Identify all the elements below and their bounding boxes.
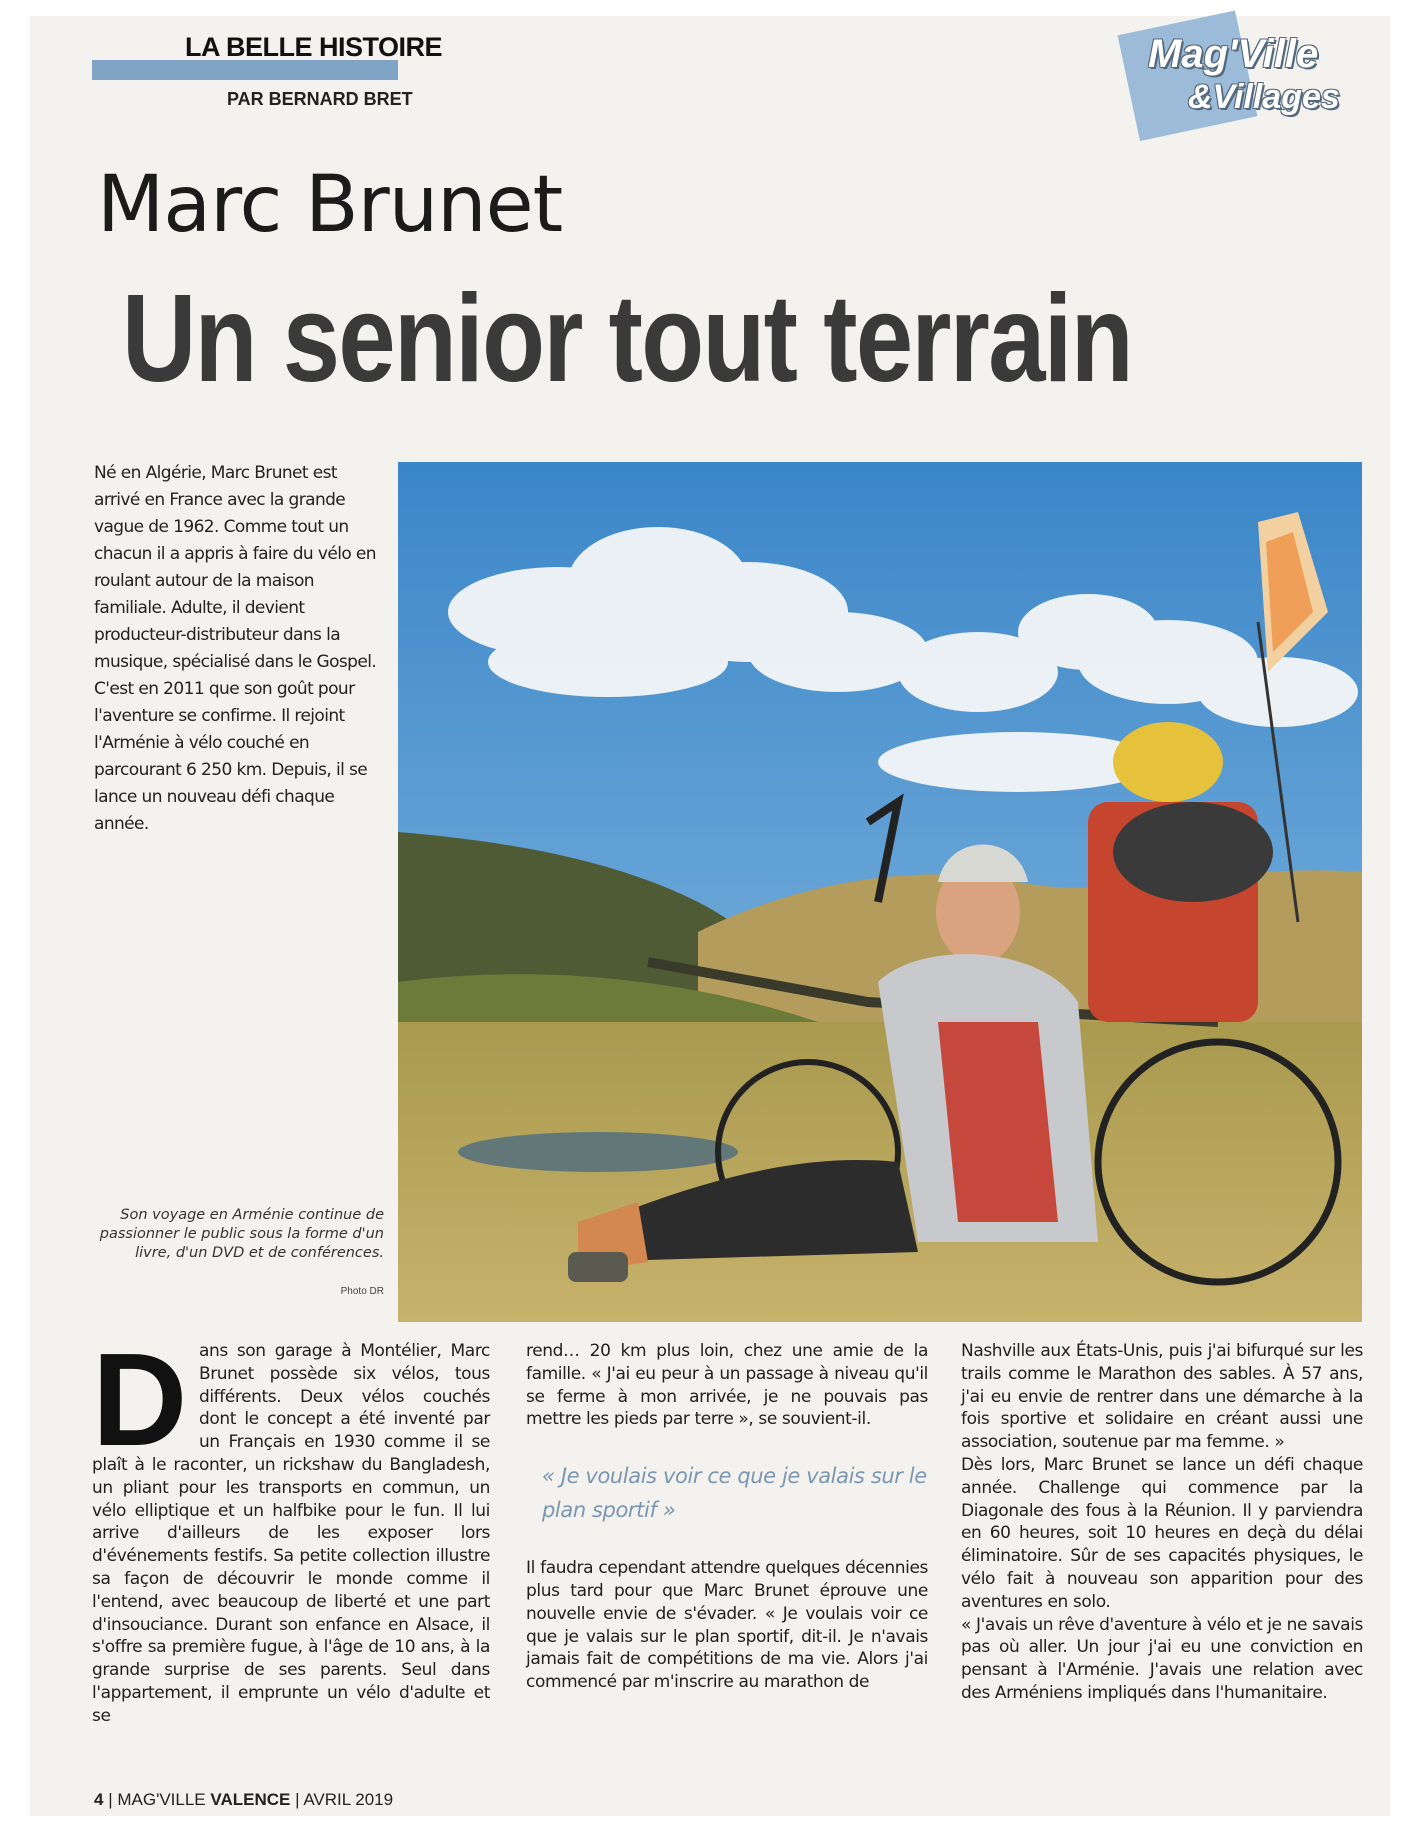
body-text: ans son garage à Montélier, Marc Brunet possède six vélos, tous différents. Deux vélos couchés dont le concept a été inventé par un Français en 1930 comme il se plaît à le raconter, un rickshaw du Bangladesh, un pliant pour les transports en commun, un vélo elliptique et un halfbike pour le fun. Il lui arrive d'ailleurs de les exposer lors d'événements festifs. Sa petite collection illustre sa façon de découvrir le monde comme il l'entend, avec beaucoup de liberté et une part d'insouciance. Durant son enfance en Alsace, il s'offre sa première fugue, à l'âge de 10 ans, à la grande surprise de ses parents. Seul dans l'appartement, il emprunte un vélo d'adulte et se xyxy=(92,1341,490,1726)
body-paragraph: « J'avais un rêve d'aventure à vélo et je ne savais pas où aller. Un jour j'ai eu une conviction en pensant à l'Arménie. J'avais une relation avec des Arméniens impliqués dans l'humanitaire. xyxy=(961,1614,1363,1703)
magazine-name: MAG'VILLE xyxy=(117,1790,206,1809)
intro-text: Né en Algérie, Marc Brunet est arrivé en France avec la grande vague de 1962. Comme tout un chacun il a appris à faire du vélo en roulant autour de la maison familiale. Adulte, il devient producteur-distributeur dans la musique, spécialisé dans le Gospel. C'est en 2011 que son goût pour l'aventure se confirme. Il rejoint l'Arménie à vélo couché en parcourant 6 250 km. Depuis, il se lance un nouveau défi chaque année. xyxy=(94,463,377,834)
body-paragraph: Il faudra cependant attendre quelques décennies plus tard pour que Marc Brunet éprouve une nouvelle envie de s'évader. « Je voulais voir ce que je valais sur le plan sportif, dit-il. Je n'avais jamais fait de compétitions de ma vie. Alors j'ai commencé par m'inscrire au marathon de xyxy=(526,1558,928,1693)
body-column-2 xyxy=(526,1340,928,1694)
page-number: 4 xyxy=(94,1790,104,1809)
logo-line-1: Mag'Ville xyxy=(1148,32,1319,76)
body-column-3 xyxy=(961,1340,1363,1705)
photo-credit: Photo DR xyxy=(340,1286,384,1297)
article-headline: Un senior tout terrain xyxy=(122,270,1132,408)
logo-line-2: &Villages xyxy=(1188,78,1340,116)
page-footer xyxy=(94,1790,393,1810)
byline: PAR BERNARD BRET xyxy=(227,89,413,109)
body-paragraph: Nashville aux États-Unis, puis j'ai bifurqué sur les trails comme le Marathon des sables. À 57 ans, j'ai eu envie de rentrer dans une démarche à la fois sportive et solidaire en créant aussi une association, soutenue par ma femme. » xyxy=(961,1341,1363,1453)
body-paragraph xyxy=(92,1326,490,1728)
body-paragraph: rend… 20 km plus loin, chez une amie de la famille. « J'ai eu peur à un passage à niveau qu'il se ferme à mon arrivée, je ne pouvais pas mettre les pieds par terre », se souvient-il. xyxy=(526,1341,928,1430)
photo-caption: Son voyage en Arménie continue de passionner le public sous la forme d'un livre, d'un DVD et de conférences. xyxy=(99,1207,384,1261)
body-column-1 xyxy=(92,1326,490,1728)
article-name: Marc Brunet xyxy=(97,160,563,250)
rubric-bar xyxy=(92,60,398,80)
drop-cap: D xyxy=(92,1326,187,1473)
body-paragraph: Dès lors, Marc Brunet se lance un défi chaque année. Challenge qui commence par la Diagonale des fous à la Réunion. Il y parviendra en 60 heures, soit 10 heures en deçà du délai éliminatoire. Sûr de ses capacités physiques, le vélo fait à nouveau son apparition pour des aventures en solo. xyxy=(961,1454,1363,1612)
magazine-city: VALENCE xyxy=(210,1790,291,1809)
article-photo xyxy=(398,462,1362,1322)
magazine-logo xyxy=(1130,24,1362,134)
footer-separator: | xyxy=(295,1790,300,1809)
rubric-label: LA BELLE HISTOIRE xyxy=(185,32,443,62)
footer-separator: | xyxy=(108,1790,113,1809)
issue-date: AVRIL 2019 xyxy=(303,1790,394,1809)
pull-quote: « Je voulais voir ce que je valais sur le plan sportif » xyxy=(542,1464,927,1523)
